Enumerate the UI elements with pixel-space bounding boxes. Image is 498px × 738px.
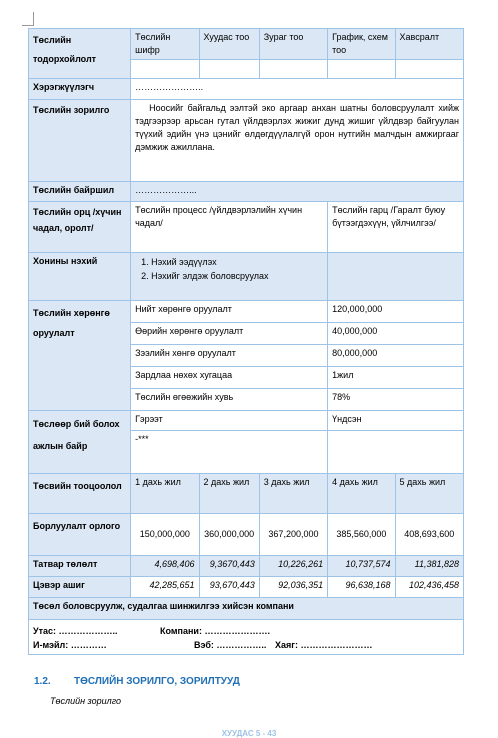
- investment-value: 78%: [328, 389, 464, 411]
- profit-value: 92,036,351: [259, 577, 327, 598]
- phone-field: Утас: ………………..: [33, 626, 118, 636]
- jobs-extra: -***: [131, 431, 328, 474]
- margin-mark: [22, 25, 34, 26]
- year-header: 1 дахь жил: [131, 474, 199, 514]
- profit-value: 96,638,168: [328, 577, 395, 598]
- location-label: Төслийн байршил: [29, 182, 131, 202]
- list-item: 2. Нэхийг элдэж боловсруулах: [151, 269, 323, 283]
- year-header: 3 дахь жил: [259, 474, 327, 514]
- tech-list: [135, 255, 323, 283]
- tax-label: Татвар төлөлт: [29, 556, 131, 577]
- empty-cell: [328, 60, 395, 79]
- investment-value: 80,000,000: [328, 345, 464, 367]
- investment-item: Төслийн өгөөжийн хувь: [131, 389, 328, 411]
- jobs-contract: Гэрээт: [131, 411, 328, 431]
- executor-value: …………………..: [131, 79, 464, 100]
- col-header: График, схем тоо: [328, 29, 395, 60]
- sales-value: 360,000,000: [199, 514, 259, 556]
- sales-value: 150,000,000: [131, 514, 199, 556]
- project-summary-table: [28, 28, 464, 655]
- sales-value: 367,200,000: [259, 514, 327, 556]
- email-field: И-мэйл: …………: [33, 640, 107, 650]
- empty-cell: [199, 60, 259, 79]
- list-item: 1. Нэхий ээдүүлэх: [151, 255, 323, 269]
- section-title: ТӨСЛИЙН ЗОРИЛГО, ЗОРИЛТУУД: [74, 676, 240, 687]
- tech-label: Хонины нэхий: [29, 253, 131, 301]
- company-field: Компани: ………………….: [160, 626, 270, 636]
- investment-value: 120,000,000: [328, 301, 464, 323]
- input-label: Төслийн орц /хүчин чадал, оролт/: [29, 202, 131, 253]
- year-header: 5 дахь жил: [395, 474, 463, 514]
- goal-label: Төслийн зорилго: [29, 100, 131, 182]
- investment-value: 1жил: [328, 367, 464, 389]
- jobs-label: Төслөөр бий болох ажлын байр: [29, 411, 131, 474]
- contact-cell: [29, 620, 464, 655]
- section-number: 1.2.: [34, 676, 51, 687]
- tax-value: 4,698,406: [131, 556, 199, 577]
- year-header: 2 дахь жил: [199, 474, 259, 514]
- page-footer: ХУУДАС 5 - 43: [221, 729, 277, 738]
- tax-value: 11,381,828: [395, 556, 463, 577]
- project-id-label: Төслийн тодорхойлолт: [29, 29, 131, 79]
- goal-text: Ноосийг байгальд ээлтэй эко аргаар анхан шатны боловсруулалт хийж тэдгээрээр арьсан гутал үйлдвэрлэх жижиг дунд жишиг үйлдвэр байгуулан түүхий эдийн үнэ цэнийг өлдөгдүүлалгүй орон нутгийн малчдын амжиргааг дэмжиж ажиллана.: [131, 100, 464, 182]
- empty-cell: [131, 60, 199, 79]
- col-header: Зураг тоо: [259, 29, 327, 60]
- sales-label: Борлуулалт орлого: [29, 514, 131, 556]
- col-header: Хавсралт: [395, 29, 463, 60]
- col-header: Төслийн шифр: [131, 29, 199, 60]
- contact-line-2: [33, 638, 459, 652]
- contact-line-1: [33, 624, 459, 638]
- tech-list-cell: [131, 253, 328, 301]
- investment-label: Төслийн хөрөнгө оруулалт: [29, 301, 131, 411]
- sales-value: 408,693,600: [395, 514, 463, 556]
- process-text: Төслийн процесс /үйлдвэрлэлийн хүчин чадал/: [131, 202, 328, 253]
- investment-value: 40,000,000: [328, 323, 464, 345]
- investment-item: Зээлийн хөнгө оруулалт: [131, 345, 328, 367]
- tax-value: 10,226,261: [259, 556, 327, 577]
- sales-value: 385,560,000: [328, 514, 395, 556]
- empty-cell: [328, 253, 464, 301]
- profit-value: 102,436,458: [395, 577, 463, 598]
- company-label: Төсөл боловсруулж, судалгаа шинжилгээ хийсэн компани: [29, 598, 464, 620]
- investment-item: Зардлаа нөхөх хугацаа: [131, 367, 328, 389]
- investment-item: Нийт хөрөнгө оруулалт: [131, 301, 328, 323]
- location-value: ………………...: [131, 182, 464, 202]
- tax-value: 10,737,574: [328, 556, 395, 577]
- section-subtitle: Төслийн зорилго: [50, 696, 122, 706]
- tax-value: 9,3670,443: [199, 556, 259, 577]
- empty-cell: [395, 60, 463, 79]
- section-heading: [34, 676, 240, 687]
- profit-label: Цэвэр ашиг: [29, 577, 131, 598]
- jobs-permanent: Үндсэн: [328, 411, 464, 431]
- col-header: Хуудас тоо: [199, 29, 259, 60]
- profit-value: 42,285,651: [131, 577, 199, 598]
- budget-label: Төсвийн тооцоолол: [29, 474, 131, 514]
- executor-label: Хэрэгжүүлэгч: [29, 79, 131, 100]
- empty-cell: [328, 431, 464, 474]
- year-header: 4 дахь жил: [328, 474, 395, 514]
- address-field: Хаяг: ……………………: [275, 640, 373, 650]
- profit-value: 93,670,443: [199, 577, 259, 598]
- web-field: Вэб: ……………..: [194, 640, 267, 650]
- empty-cell: [259, 60, 327, 79]
- investment-item: Өөрийн хөрөнгө оруулалт: [131, 323, 328, 345]
- output-text: Төслийн гарц /Гаралт буюу бүтээгдэхүүн, үйлчилгээ/: [328, 202, 464, 253]
- margin-mark: [33, 12, 34, 26]
